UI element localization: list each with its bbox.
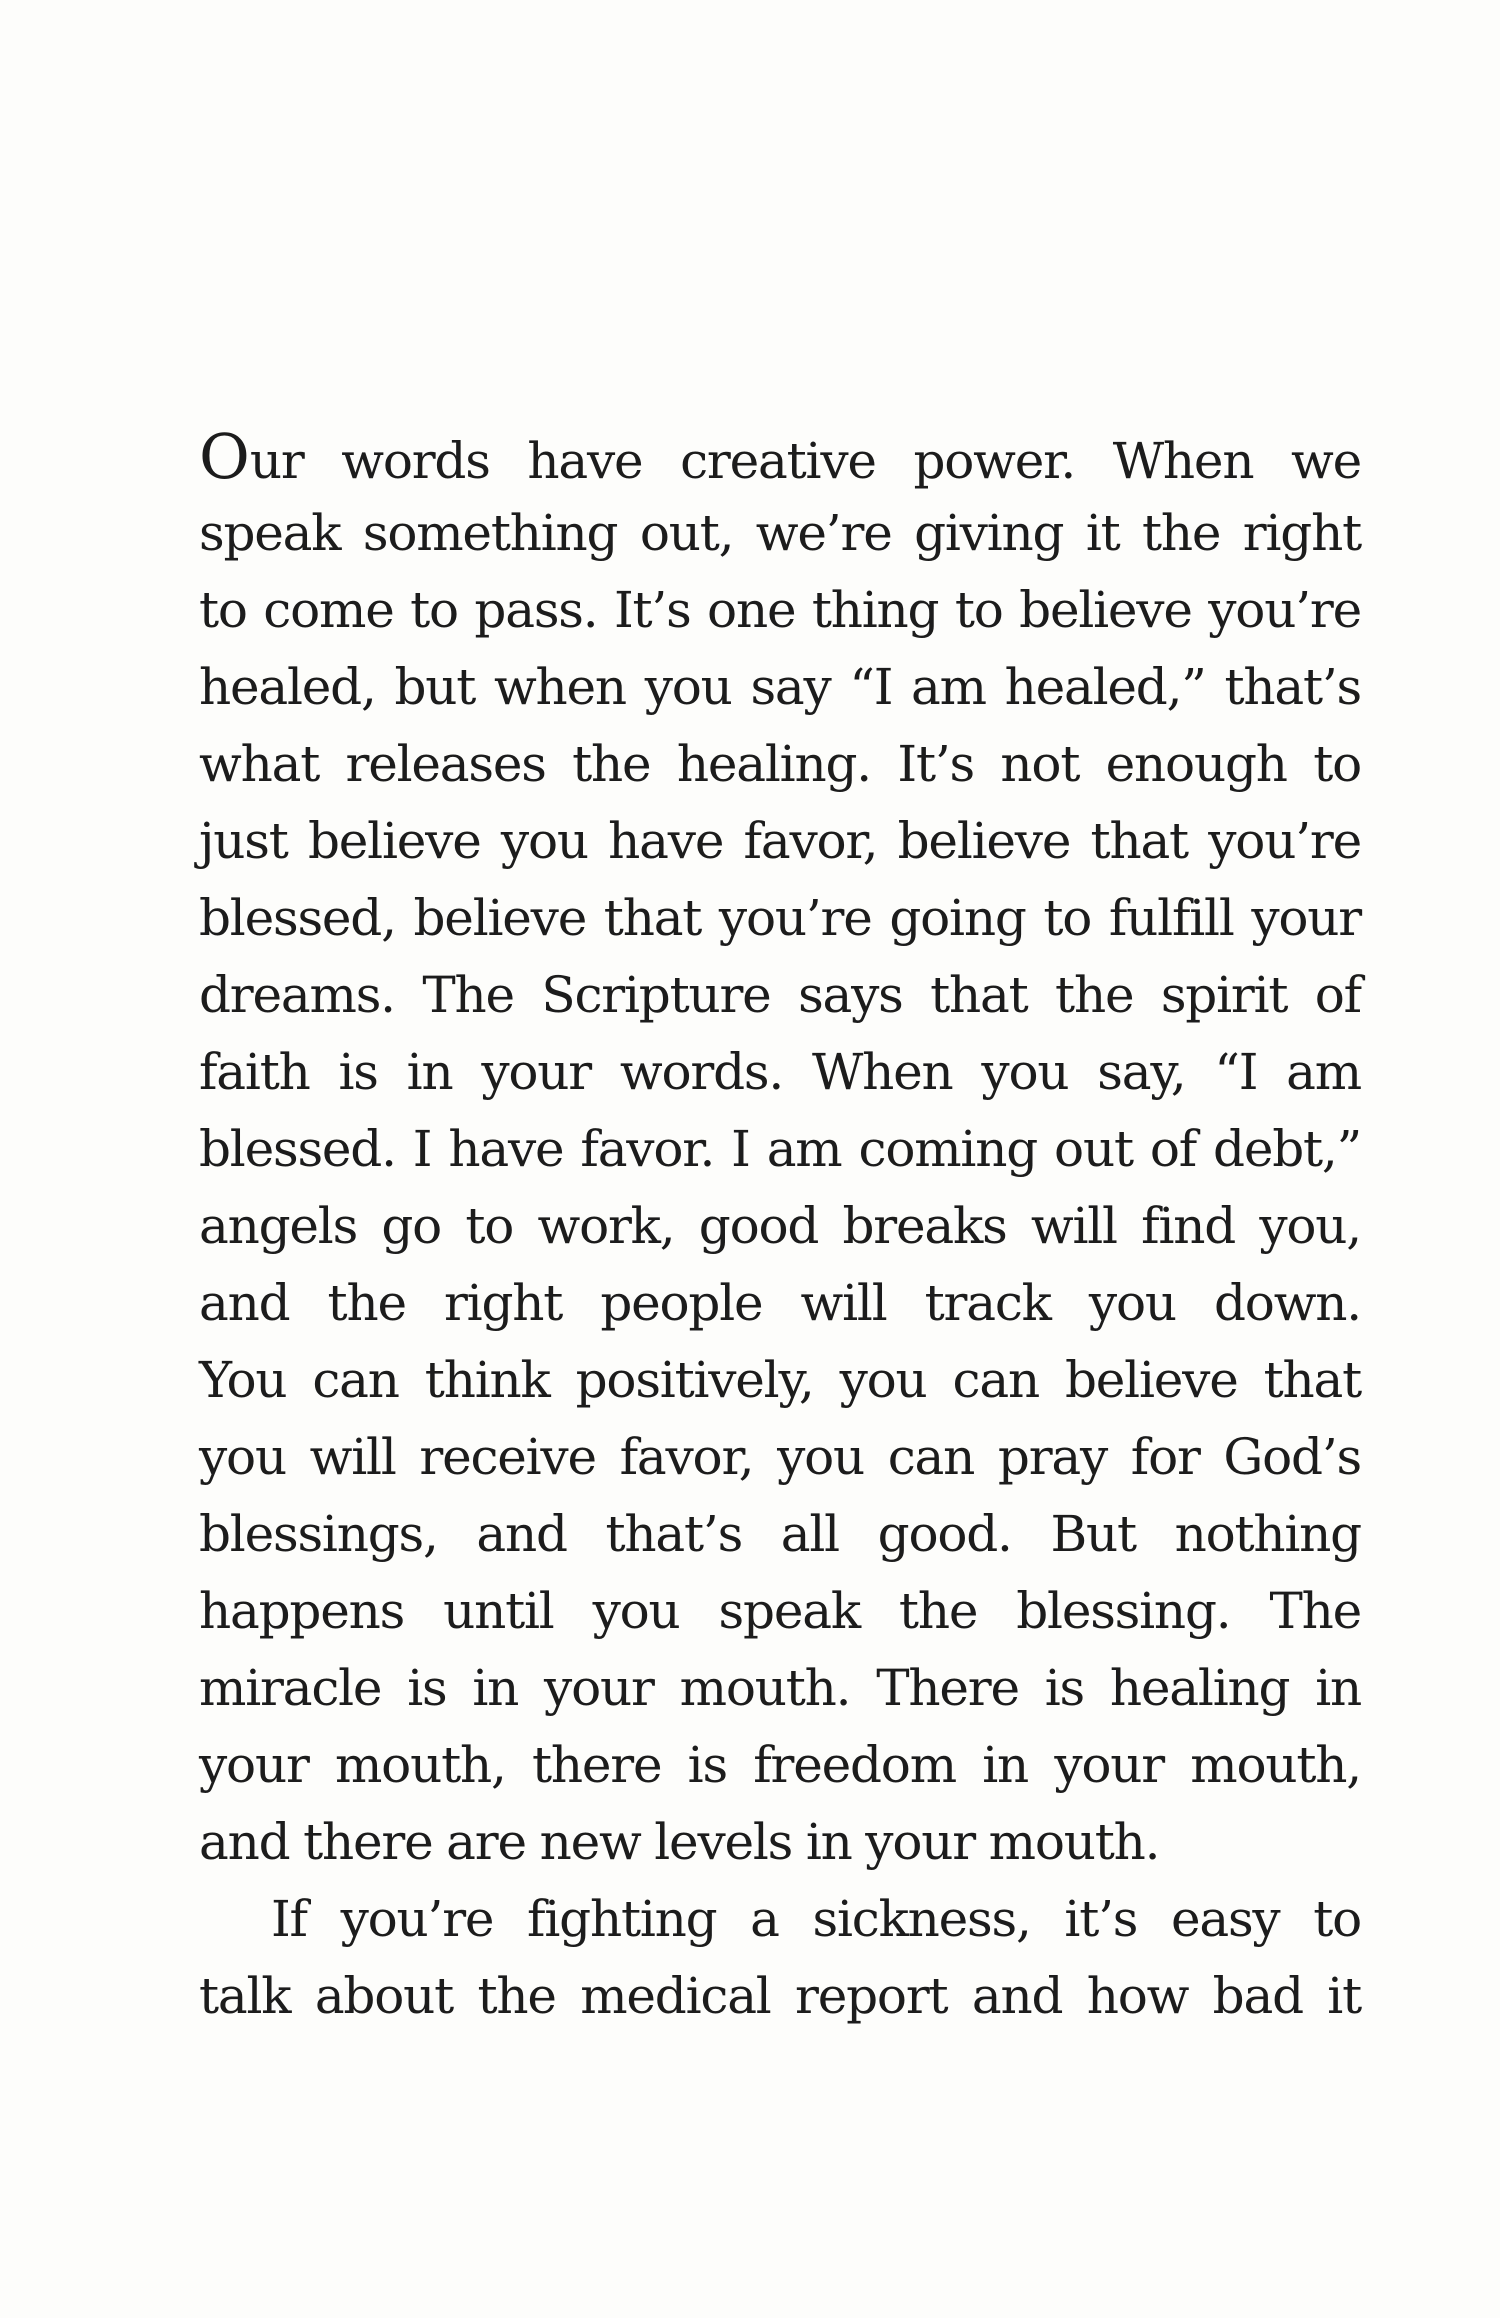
text-line: just believe you have favor, believe that you’re: [199, 812, 1361, 870]
paragraph-2: [199, 1881, 1361, 2035]
text-line: and there are new levels in your mouth.: [199, 1813, 1160, 1871]
text-line: If you’re fighting a sickness, it’s easy to: [271, 1890, 1361, 1948]
text-line: angels go to work, good breaks will find you,: [199, 1197, 1361, 1255]
body-text: [199, 418, 1361, 2035]
text-line: your mouth, there is freedom in your mouth,: [199, 1736, 1361, 1794]
text-line: blessings, and that’s all good. But nothing: [199, 1505, 1361, 1563]
text-line: you will receive favor, you can pray for God’s: [199, 1428, 1361, 1486]
text-line: and the right people will track you down.: [199, 1274, 1361, 1332]
text-line: miracle is in your mouth. There is healing in: [199, 1659, 1361, 1717]
drop-cap: O: [199, 420, 250, 493]
text-line: happens until you speak the blessing. The: [199, 1582, 1361, 1640]
text-line: speak something out, we’re giving it the right: [199, 504, 1361, 562]
text-line: dreams. The Scripture says that the spirit of: [199, 966, 1361, 1024]
text-line: Our words have creative power. When we: [199, 420, 1361, 493]
text-line: blessed. I have favor. I am coming out of debt,”: [199, 1120, 1361, 1178]
text-line: what releases the healing. It’s not enough to: [199, 735, 1361, 793]
text-line: You can think positively, you can believe that: [199, 1351, 1361, 1409]
paragraph-1: [199, 418, 1361, 1881]
text-line: healed, but when you say “I am healed,” that’s: [199, 658, 1361, 716]
text-line: to come to pass. It’s one thing to believe you’re: [199, 581, 1361, 639]
text-line: blessed, believe that you’re going to fulfill your: [199, 889, 1361, 947]
text-line: talk about the medical report and how bad it: [199, 1967, 1361, 2025]
text-line: faith is in your words. When you say, “I am: [199, 1043, 1361, 1101]
